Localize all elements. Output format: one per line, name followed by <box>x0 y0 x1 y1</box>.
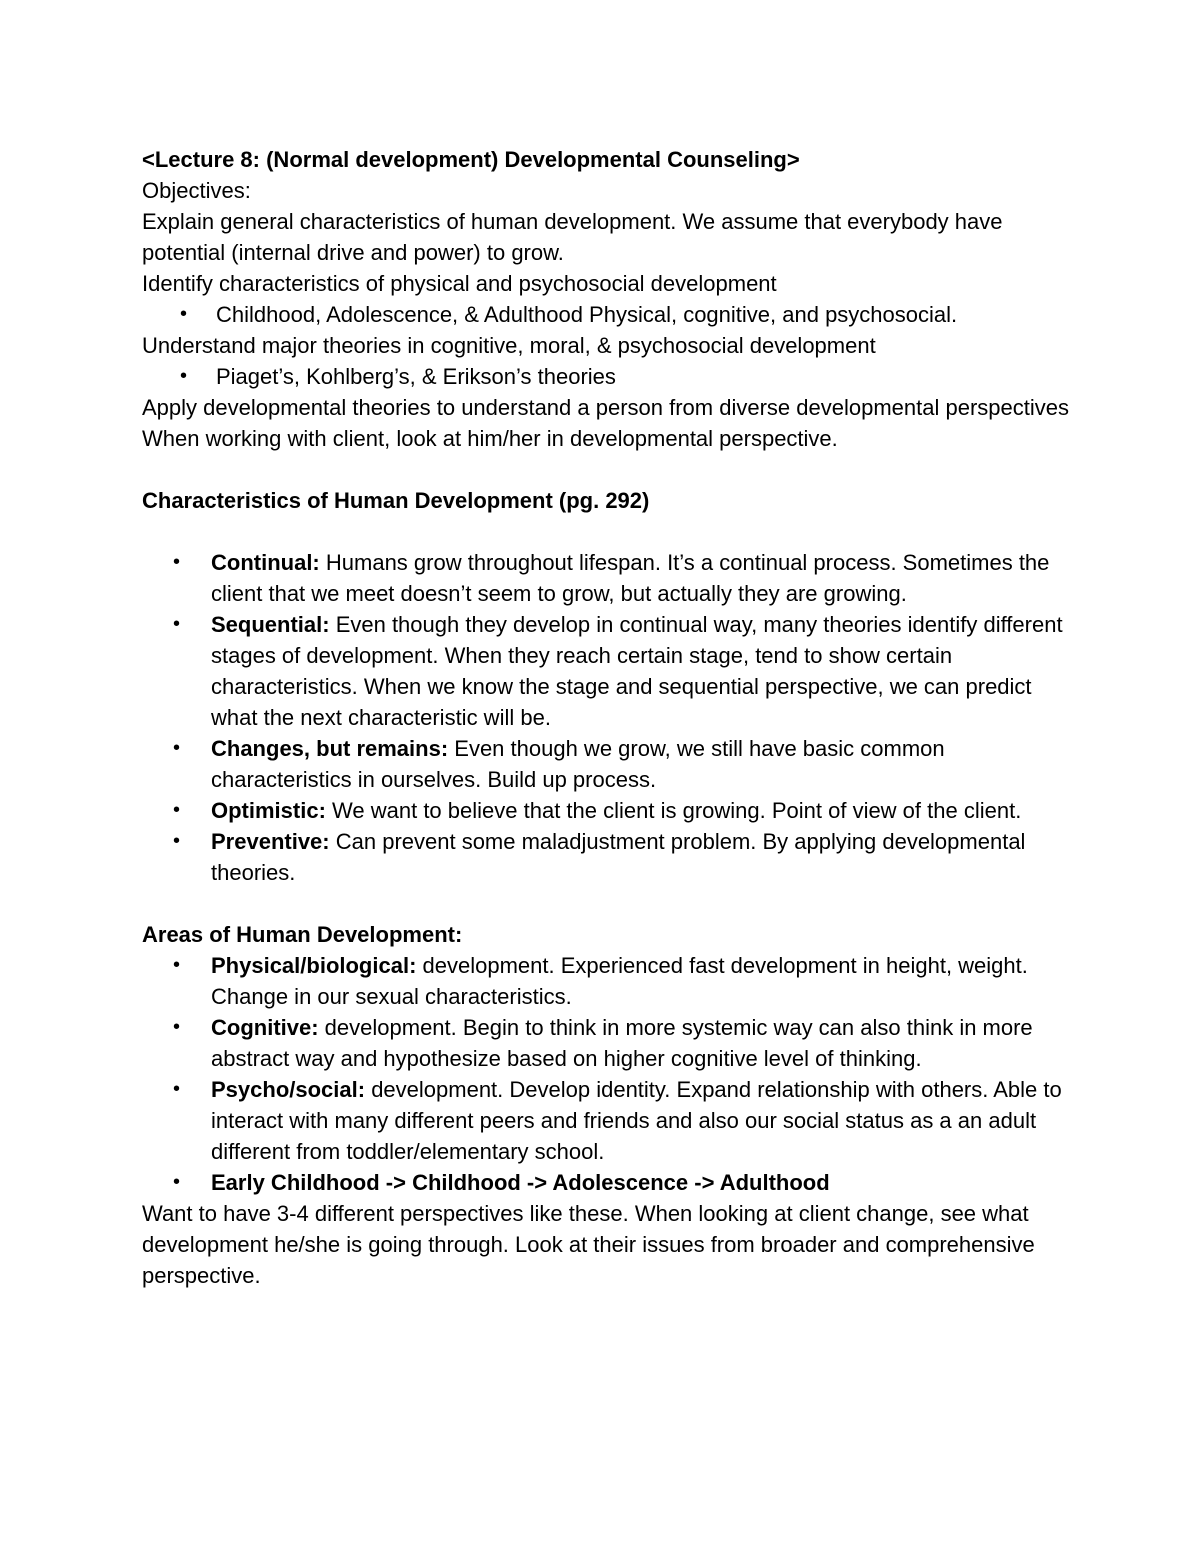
bullet-icon: • <box>173 799 181 821</box>
list-item <box>142 547 1072 609</box>
list-item <box>142 299 1072 330</box>
characteristic-term: Sequential: <box>211 612 330 637</box>
objective-3: Understand major theories in cognitive, moral, & psychosocial development <box>142 333 876 358</box>
characteristic-term: Preventive: <box>211 829 330 854</box>
document-page <box>142 144 1072 1291</box>
areas-list <box>142 950 1072 1198</box>
bullet-icon: • <box>173 1078 181 1100</box>
objective-2: Identify characteristics of physical and psychosocial development <box>142 271 777 296</box>
area-text: development. Experienced fast development in height, weight. Change in our sexual characteristics. <box>211 953 1028 1009</box>
area-text: development. Develop identity. Expand relationship with others. Able to interact with many different peers and friends and also our social status as a an adult different from toddler/elementary school. <box>211 1077 1062 1164</box>
characteristic-term: Optimistic: <box>211 798 326 823</box>
characteristics-list <box>142 547 1072 888</box>
bullet-icon: • <box>180 365 188 387</box>
closing-line-3: perspective. <box>142 1263 261 1288</box>
bullet-icon: • <box>173 830 181 852</box>
spacer <box>142 516 1072 547</box>
area-term: Cognitive: <box>211 1015 319 1040</box>
objective-3-bullet-text: Piaget’s, Kohlberg’s, & Erikson’s theories <box>216 364 616 389</box>
list-item <box>142 1012 1072 1074</box>
bullet-icon: • <box>173 613 181 635</box>
objectives-label: Objectives: <box>142 178 251 203</box>
characteristic-text: We want to believe that the client is growing. Point of view of the client. <box>325 798 1022 823</box>
characteristic-text: Even though they develop in continual way, many theories identify different stages of development. When they reach certain stage, tend to show certain characteristics. When we know the stage and sequential perspective, we can predict what the next characteristic will be. <box>211 612 1063 730</box>
area-term: Psycho/social: <box>211 1077 366 1102</box>
objective-2-list <box>142 299 1072 330</box>
characteristic-term: Continual: <box>211 550 320 575</box>
objective-3-list <box>142 361 1072 392</box>
list-item <box>142 609 1072 733</box>
closing-line-2: development he/she is going through. Look at their issues from broader and comprehensive <box>142 1232 1035 1257</box>
objective-4: Apply developmental theories to understand a person from diverse developmental perspectives When working with client, look at him/her in developmental perspective. <box>142 395 1069 451</box>
bullet-icon: • <box>173 954 181 976</box>
list-item <box>142 733 1072 795</box>
area-term: Early Childhood -> Childhood -> Adolescence -> Adulthood <box>211 1170 830 1195</box>
list-item <box>142 950 1072 1012</box>
list-item <box>142 1074 1072 1167</box>
areas-heading: Areas of Human Development: <box>142 922 463 947</box>
closing-line-1: Want to have 3-4 different perspectives like these. When looking at client change, see what <box>142 1201 1029 1226</box>
list-item <box>142 361 1072 392</box>
characteristic-text: Even though we grow, we still have basic common characteristics in ourselves. Build up process. <box>211 736 945 792</box>
bullet-icon: • <box>173 1016 181 1038</box>
bullet-icon: • <box>173 551 181 573</box>
list-item <box>142 826 1072 888</box>
characteristic-text: Humans grow throughout lifespan. It’s a continual process. Sometimes the client that we meet doesn’t seem to grow, but actually they are growing. <box>211 550 1050 606</box>
bullet-icon: • <box>173 1171 181 1193</box>
objective-1: Explain general characteristics of human development. We assume that everybody have potential (internal drive and power) to grow. <box>142 209 1003 265</box>
lecture-title: <Lecture 8: (Normal development) Developmental Counseling> <box>142 147 800 172</box>
list-item <box>142 795 1072 826</box>
objective-2-bullet-text: Childhood, Adolescence, & Adulthood Physical, cognitive, and psychosocial. <box>216 302 958 327</box>
characteristics-heading: Characteristics of Human Development (pg. 292) <box>142 488 650 513</box>
spacer <box>142 454 1072 485</box>
spacer <box>142 888 1072 919</box>
area-term: Physical/biological: <box>211 953 417 978</box>
bullet-icon: • <box>180 303 188 325</box>
characteristic-text: Can prevent some maladjustment problem. By applying developmental theories. <box>211 829 1026 885</box>
list-item <box>142 1167 1072 1198</box>
area-text: development. Begin to think in more systemic way can also think in more abstract way and hypothesize based on higher cognitive level of thinking. <box>211 1015 1033 1071</box>
bullet-icon: • <box>173 737 181 759</box>
characteristic-term: Changes, but remains: <box>211 736 449 761</box>
